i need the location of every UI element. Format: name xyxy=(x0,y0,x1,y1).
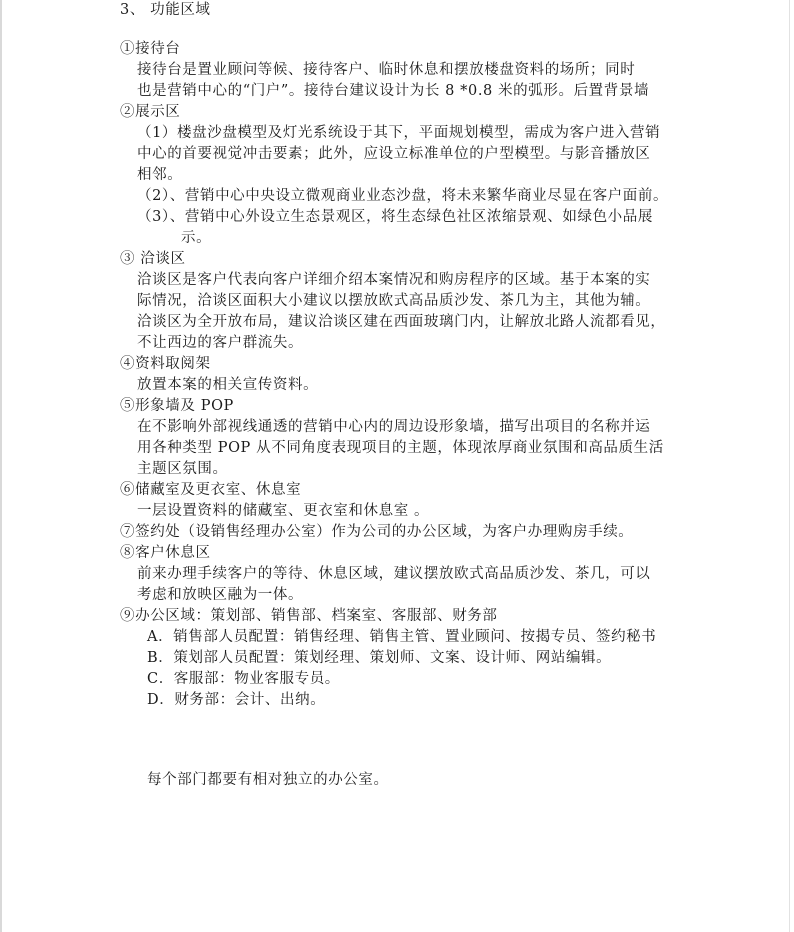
item-heading: ①接待台 xyxy=(120,41,181,57)
sub-list-item: A．销售部人员配置：销售经理、销售主管、置业顾问、按揭专员、签约秘书 xyxy=(147,629,657,645)
paragraph-line: 示。 xyxy=(181,230,212,246)
paragraph-line: （1）楼盘沙盘模型及灯光系统设于其下，平面规划模型，需成为客户进入营销 xyxy=(137,125,661,141)
item-heading: ②展示区 xyxy=(120,104,181,120)
sub-list-item: B．策划部人员配置：策划经理、策划师、文案、设计师、网站编辑。 xyxy=(147,650,612,666)
paragraph-line: 考虑和放映区融为一体。 xyxy=(137,587,304,603)
paragraph-line: 中心的首要视觉冲击要素；此外，应设立标准单位的户型模型。与影音播放区 xyxy=(137,146,651,162)
paragraph-line: 放置本案的相关宣传资料。 xyxy=(137,377,319,393)
page-edge xyxy=(789,0,790,932)
item-heading: ④资料取阅架 xyxy=(120,356,211,372)
sub-list-item: D．财务部：会计、出纳。 xyxy=(147,692,326,708)
paragraph-line: 也是营销中心的“门户”。接待台建议设计为长 8 *0.8 米的弧形。后置背景墙 xyxy=(137,83,650,99)
item-heading: ⑨办公区域：策划部、销售部、档案室、客服部、财务部 xyxy=(120,608,498,624)
paragraph-line: （2）、营销中心中央设立微观商业业态沙盘，将未来繁华商业尽显在客户面前。 xyxy=(137,188,669,204)
item-heading: ⑤形象墙及 POP xyxy=(120,398,234,414)
paragraph-line: 主题区氛围。 xyxy=(137,461,228,477)
paragraph-line: 际情况，洽谈区面积大小建议以摆放欧式高品质沙发、茶几为主，其他为辅。 xyxy=(137,293,651,309)
paragraph-line: 接待台是置业顾问等候、接待客户、临时休息和摆放楼盘资料的场所；同时 xyxy=(137,62,636,78)
paragraph-line: 相邻。 xyxy=(137,167,183,183)
item-heading: ⑥储藏室及更衣室、休息室 xyxy=(120,482,302,498)
paragraph-line: 洽谈区为全开放布局，建议洽谈区建在西面玻璃门内，让解放北路人流都看见， xyxy=(137,314,666,330)
paragraph-line: 一层设置资料的储藏室、更衣室和休息室 。 xyxy=(137,503,430,519)
item-heading: ③ 洽谈区 xyxy=(120,251,186,267)
paragraph-line: （3）、营销中心外设立生态景观区，将生态绿色社区浓缩景观、如绿色小品展 xyxy=(137,209,653,225)
item-heading: ⑧客户休息区 xyxy=(120,545,211,561)
sub-list-item: C．客服部：物业客服专员。 xyxy=(147,671,340,687)
paragraph-line: 在不影响外部视线通透的营销中心内的周边设形象墙，描写出项目的名称并运 xyxy=(137,419,651,435)
section-heading: 3、 功能区域 xyxy=(120,2,211,18)
paragraph-line: 洽谈区是客户代表向客户详细介绍本案情况和购房程序的区域。基于本案的实 xyxy=(137,272,651,288)
footer-note: 每个部门都要有相对独立的办公室。 xyxy=(147,772,389,788)
item-heading: ⑦签约处（设销售经理办公室）作为公司的办公区域，为客户办理购房手续。 xyxy=(120,524,634,540)
paragraph-line: 前来办理手续客户的等待、休息区域，建议摆放欧式高品质沙发、茶几，可以 xyxy=(137,566,651,582)
paragraph-line: 用各种类型 POP 从不同角度表现项目的主题，体现浓厚商业氛围和高品质生活 xyxy=(137,440,664,456)
page-edge xyxy=(0,0,2,932)
paragraph-line: 不让西边的客户群流失。 xyxy=(137,335,304,351)
